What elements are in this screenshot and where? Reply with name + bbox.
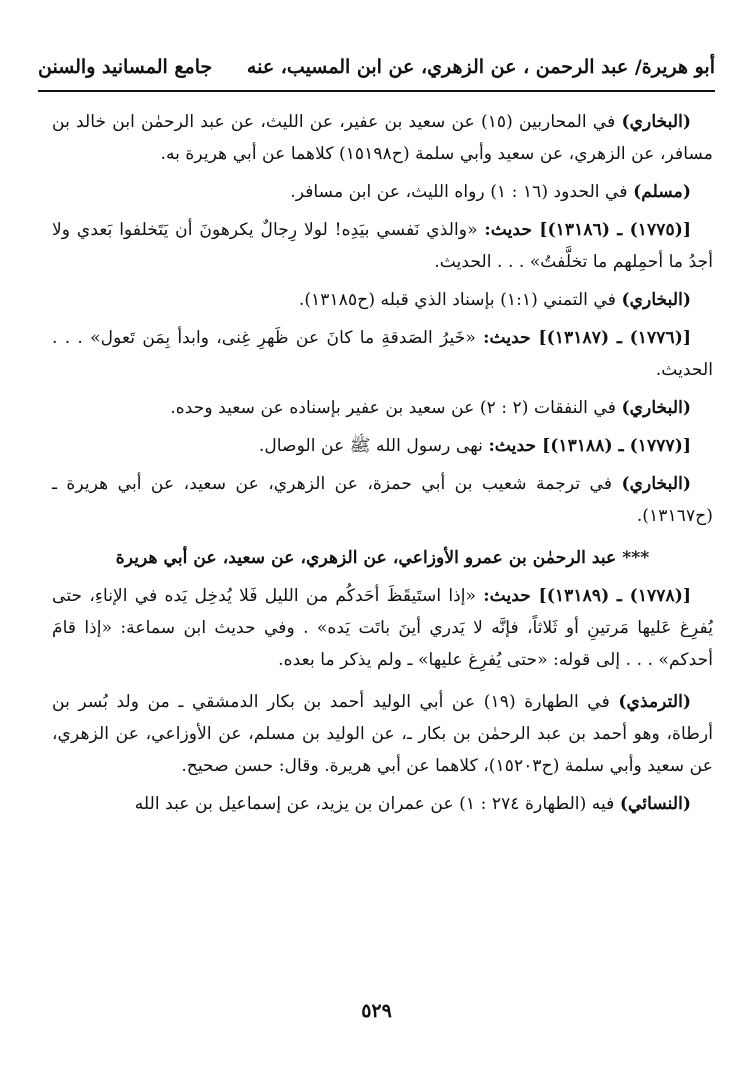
hadith-1775 <box>52 214 713 278</box>
source-label: (النسائي) <box>619 794 691 814</box>
running-header <box>38 50 715 90</box>
paragraph-text: في الطهارة (١٩) عن أبي الوليد أحمد بن بكار الدمشقي ـ من ولد بُسر بن أرطاة، وهو أحمد بن عبد الرحمٰن بن بكار ـ، عن الوليد بن مسلم، عن الأوزاعي، عن الزهري، عن سعيد وأبي سلمة (ح١٥٢٠٣)، كلاهما عن أبي هريرة. وقال: حسن صحيح. <box>52 692 713 776</box>
paragraph-text: في الحدود (١٦ : ١) رواه الليث، عن ابن مسافر. <box>290 182 634 202</box>
header-rule <box>38 90 715 92</box>
hadith-text: «والذي نَفسي بيَدِه! لولا رِجالٌ يكرهونَ أن يَتَخلفوا بَعدي ولا أجدُ ما أحمِلهم ما تخلَّفتُ» . . . الحديث. <box>52 220 713 272</box>
hadith-1777 <box>52 430 713 462</box>
hadith-number: [(١٧٧٨) ـ (١٣١٨٩)] حديث: <box>483 586 692 606</box>
paragraph-text: في النفقات (٢ : ٢) عن سعيد بن عفير بإسناده عن سعيد وحده. <box>170 398 622 418</box>
paragraph-tirmidhi <box>52 686 713 782</box>
paragraph-text: فيه (الطهارة ٢٧٤ : ١) عن عمران بن يزيد، عن إسماعيل بن عبد الله <box>134 794 620 814</box>
paragraph-bukhari-1 <box>52 106 713 170</box>
header-book-title: جامع المسانيد والسنن <box>38 56 213 78</box>
paragraph-text: في ترجمة شعيب بن أبي حمزة، عن الزهري، عن سعيد، عن أبي هريرة ـ (ح١٣١٦٧). <box>52 474 713 526</box>
chain-heading <box>52 542 713 574</box>
page-body <box>52 106 713 826</box>
paragraph-bukhari-3 <box>52 392 713 424</box>
paragraph-text: في التمني (١:١) بإسناد الذي قبله (ح١٣١٨٥). <box>298 290 622 310</box>
source-label: (الترمذي) <box>618 692 691 712</box>
source-label: (البخاري) <box>621 112 691 132</box>
paragraph-text: في المحاربين (١٥) عن سعيد بن عفير، عن الليث، عن عبد الرحمٰن ابن خالد بن مسافر، عن الزهري، عن سعيد وأبي سلمة (ح١٥١٩٨) كلاهما عن أبي هريرة به. <box>52 112 713 164</box>
hadith-text: «خَيرُ الصَدقةِ ما كانَ عن ظَهرِ غِنى، وابدأ بِمَن تَعول» . . . الحديث. <box>52 328 713 380</box>
hadith-number: [(١٧٧٧) ـ (١٣١٨٨)] حديث: <box>488 436 691 456</box>
paragraph-bukhari-2 <box>52 284 713 316</box>
paragraph-nasai <box>52 788 713 820</box>
paragraph-muslim <box>52 176 713 208</box>
source-label: (البخاري) <box>621 474 691 494</box>
hadith-number: [(١٧٧٦) ـ (١٣١٨٧)] حديث: <box>483 328 691 348</box>
hadith-1776 <box>52 322 713 386</box>
hadith-number: [(١٧٧٥) ـ (١٣١٨٦)] حديث: <box>484 220 691 240</box>
hadith-text: «إذا استَيقَظَ أحَدكُم من الليل فَلا يُدخِل يَده في الإناءِ، حتى يُفرِغ عَليها مَرتينِ أو ثَلاثاً، فإنَّه لا يَدري أينَ باتَت يَده» . وفي حديث ابن سماعة: «إذا قامَ أحدكم» . . . إلى قوله: «حتى يُفرِغ عليها» ـ ولم يذكر ما بعده. <box>52 586 713 670</box>
source-label: (البخاري) <box>621 290 691 310</box>
hadith-text: نهى رسول الله ﷺ عن الوصال. <box>258 436 489 456</box>
page-number: ٥٢٩ <box>361 1000 392 1022</box>
chain-heading-text: *** عبد الرحمٰن بن عمرو الأوزاعي، عن الزهري، عن سعيد، عن أبي هريرة <box>115 548 650 568</box>
source-label: (البخاري) <box>621 398 691 418</box>
header-chain: أبو هريرة/ عبد الرحمن ، عن الزهري، عن ابن المسيب، عنه <box>246 56 715 78</box>
source-label: (مسلم) <box>633 182 691 202</box>
paragraph-bukhari-4 <box>52 468 713 532</box>
hadith-1778 <box>52 580 713 676</box>
